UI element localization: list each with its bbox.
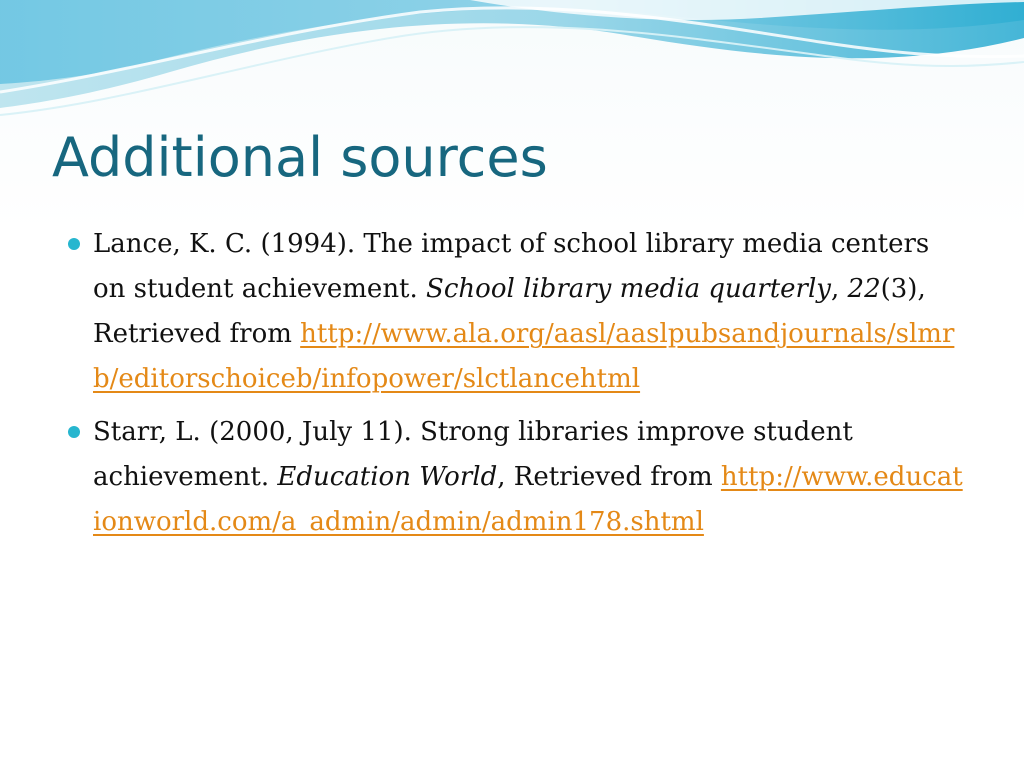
publication-title: Education World	[277, 462, 498, 492]
bullet-icon	[68, 426, 80, 438]
source-link-education-world[interactable]: http://www.educationworld.com/a_admin/admin/admin178.shtml	[93, 462, 963, 537]
wave-header-graphic	[0, 0, 1024, 130]
source-list	[60, 222, 968, 553]
citation-separator: ,	[831, 274, 848, 304]
bullet-icon	[68, 238, 80, 250]
slide-title: Additional sources	[52, 126, 548, 189]
citation-retrieval-text: , Retrieved from	[497, 462, 721, 492]
source-item-lance	[60, 222, 968, 402]
citation-lead: Lance, K. C. (1994). The impact of school library media centers on student achievement.	[93, 229, 930, 304]
source-item-starr	[60, 410, 968, 545]
publication-title: School library media quarterly	[426, 274, 831, 304]
source-citation-starr	[93, 410, 968, 545]
source-link-ala[interactable]: http://www.ala.org/aasl/aaslpubsandjournals/slmrb/editorschoiceb/infopower/slctlancehtml	[93, 319, 955, 394]
citation-lead: Starr, L. (2000, July 11). Strong libraries improve student achievement.	[93, 417, 853, 492]
citation-retrieval-text: (3), Retrieved from	[93, 274, 926, 349]
publication-volume: 22	[847, 274, 881, 304]
source-citation-lance	[93, 222, 968, 402]
